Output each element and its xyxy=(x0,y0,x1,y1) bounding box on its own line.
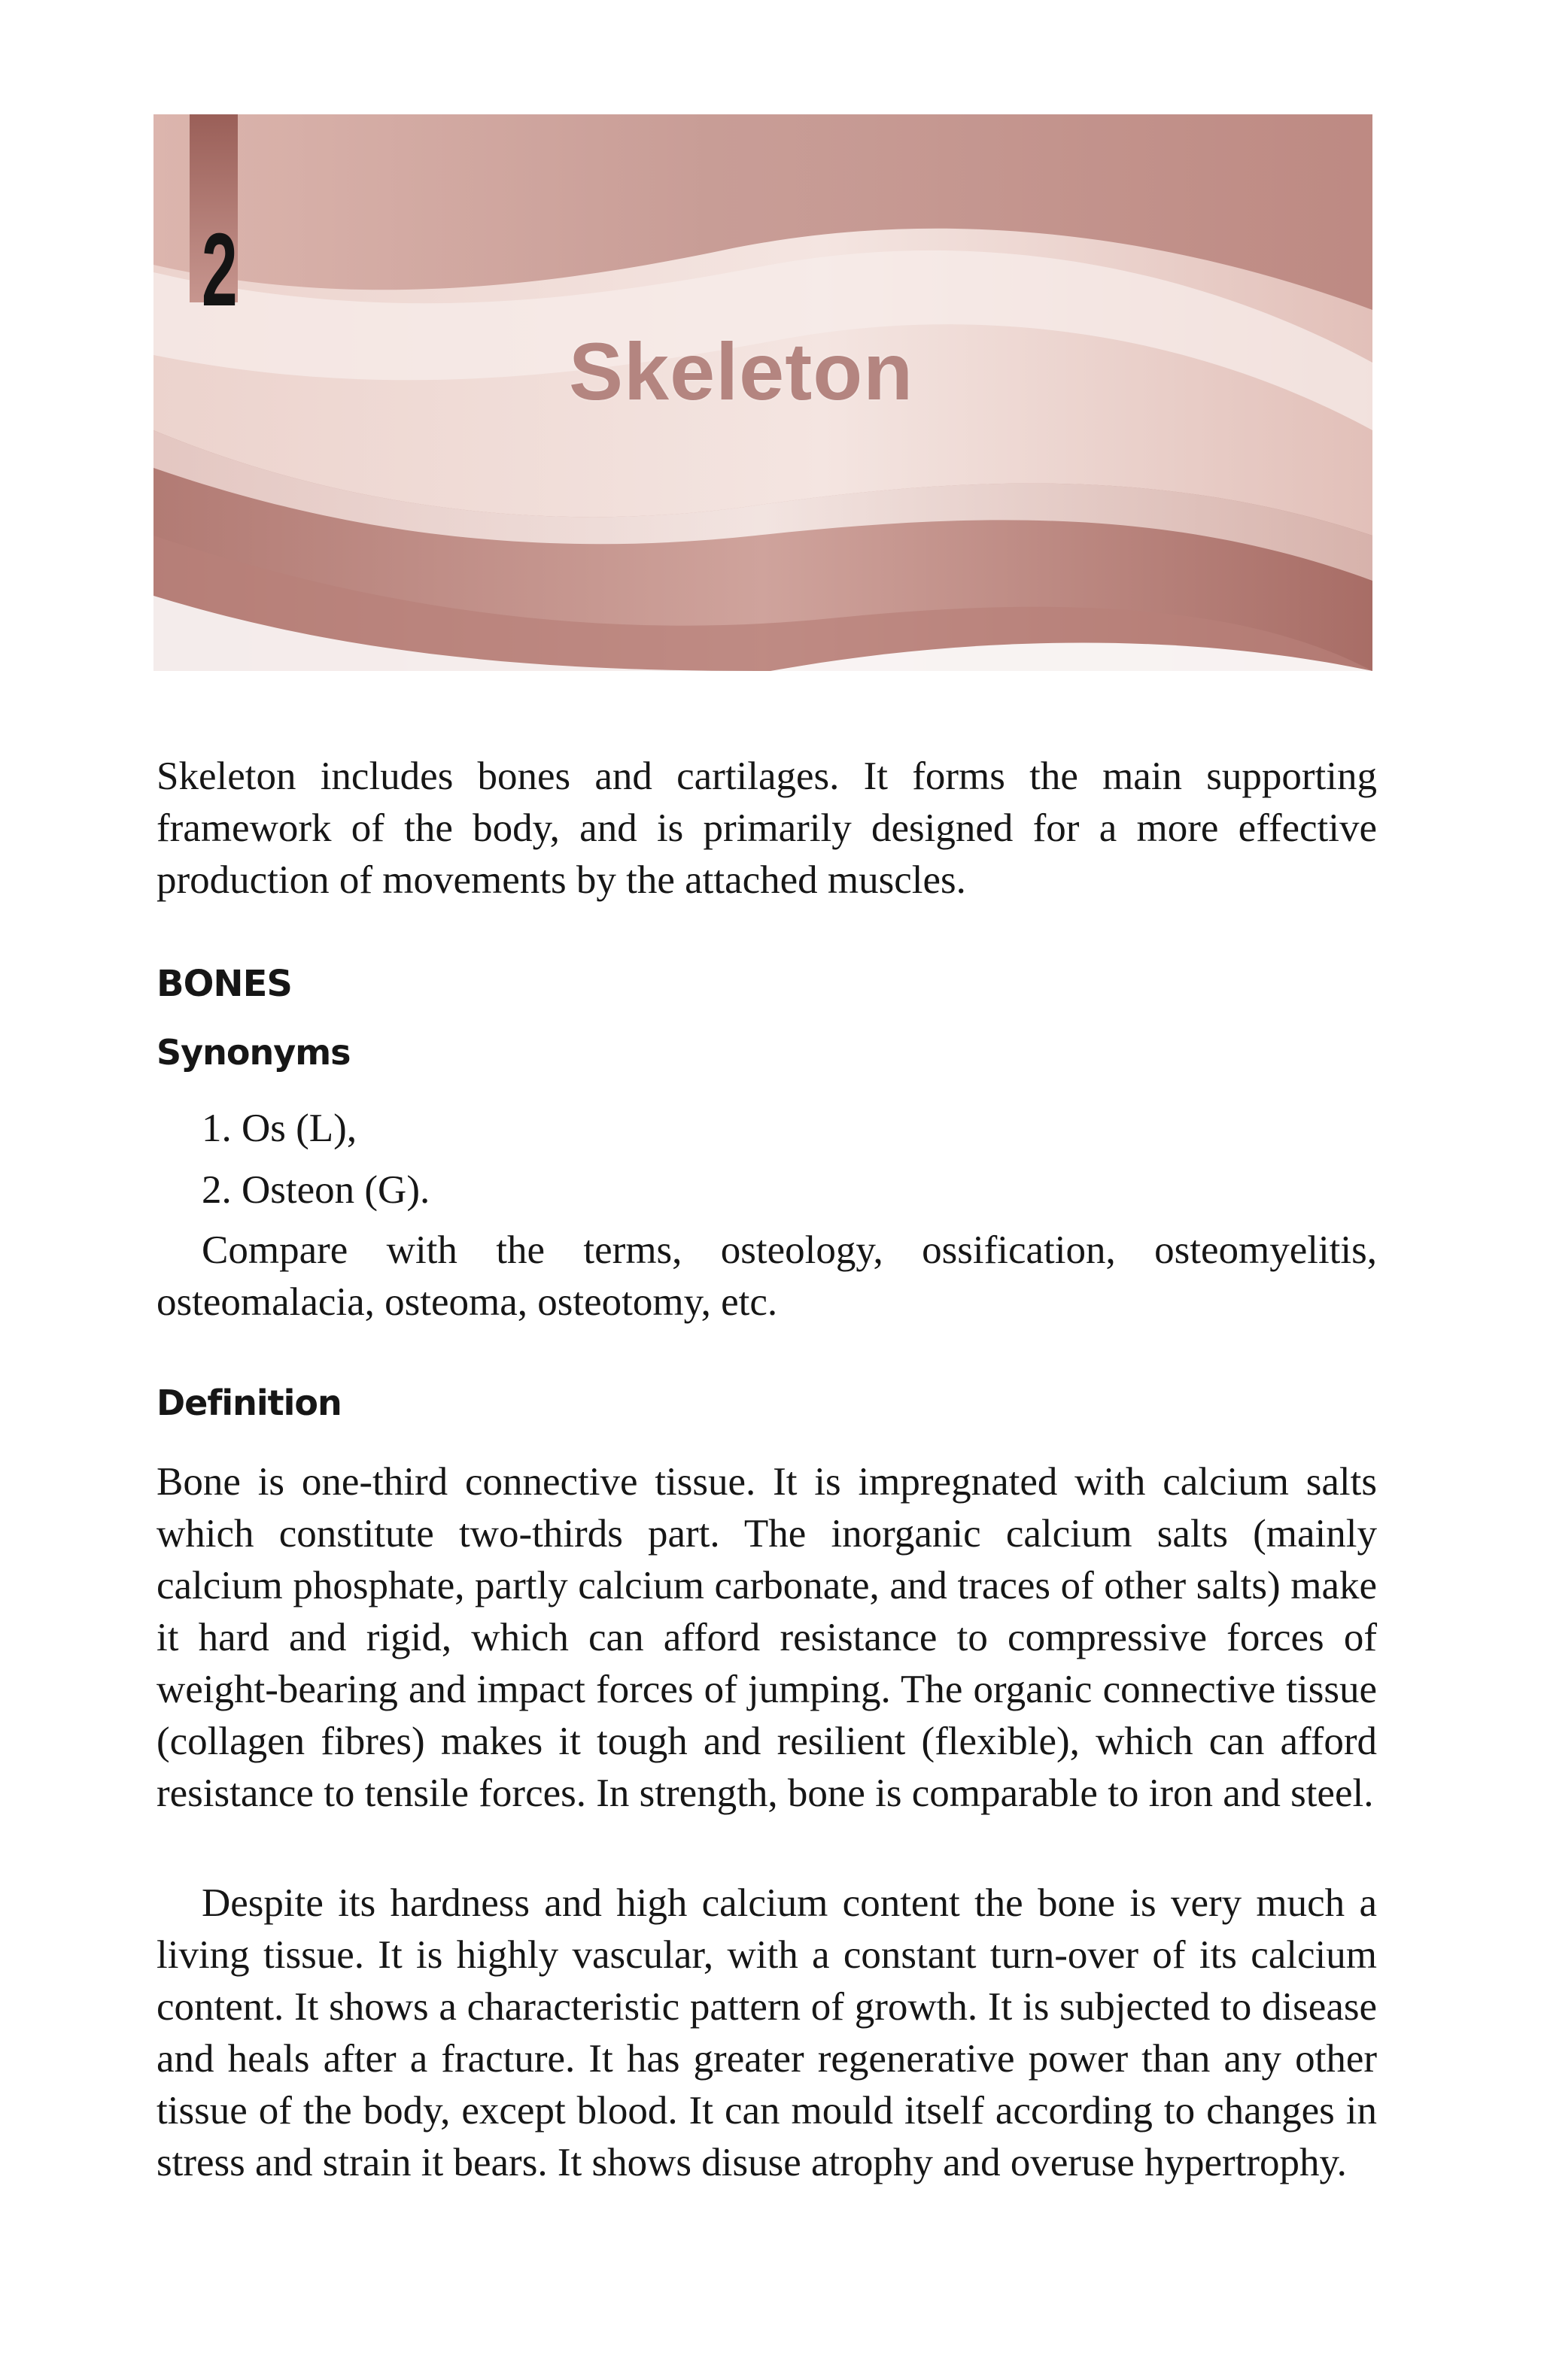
section-heading-bones: BONES xyxy=(157,963,292,1005)
definition-paragraph-2: Despite its hardness and high calcium content the bone is very much a living tissue. It is highly vascular, with a constant turn-over of its calcium content. It shows a characteristic pattern of growth. It is subjected to disease and heals after a fracture. It has greater regenerative power than any other tissue of the body, except blood. It can mould itself according to changes in stress and strain it bears. It shows disuse atrophy and overuse hypertrophy. xyxy=(157,1881,1377,2184)
chapter-number: 2 xyxy=(202,212,238,328)
synonym-item-2: 2. Osteon (G). xyxy=(202,1168,430,1212)
chapter-title: Skeleton xyxy=(569,326,914,417)
subheading-synonyms: Synonyms xyxy=(157,1032,351,1073)
subheading-definition: Definition xyxy=(157,1383,342,1423)
compare-paragraph: Compare with the terms, osteology, ossification, osteomyelitis, osteomalacia, osteoma, osteotomy, etc. xyxy=(157,1228,1377,1324)
synonym-item-1: 1. Os (L), xyxy=(202,1107,357,1150)
definition-paragraph-1: Bone is one-third connective tissue. It is impregnated with calcium salts which constitute two-thirds part. The inorganic calcium salts (mainly calcium phosphate, partly calcium carbonate, and traces of other salts) make it hard and rigid, which can afford resistance to compressive forces of weight-bearing and impact forces of jumping. The organic connective tissue (collagen fibres) makes it tough and resilient (flexible), which can afford resistance to tensile forces. In strength, bone is comparable to iron and steel. xyxy=(157,1460,1377,1815)
intro-paragraph: Skeleton includes bones and cartilages. It forms the main supporting framework of the body, and is primarily designed for a more effective production of movements by the attached muscles. xyxy=(157,754,1377,902)
